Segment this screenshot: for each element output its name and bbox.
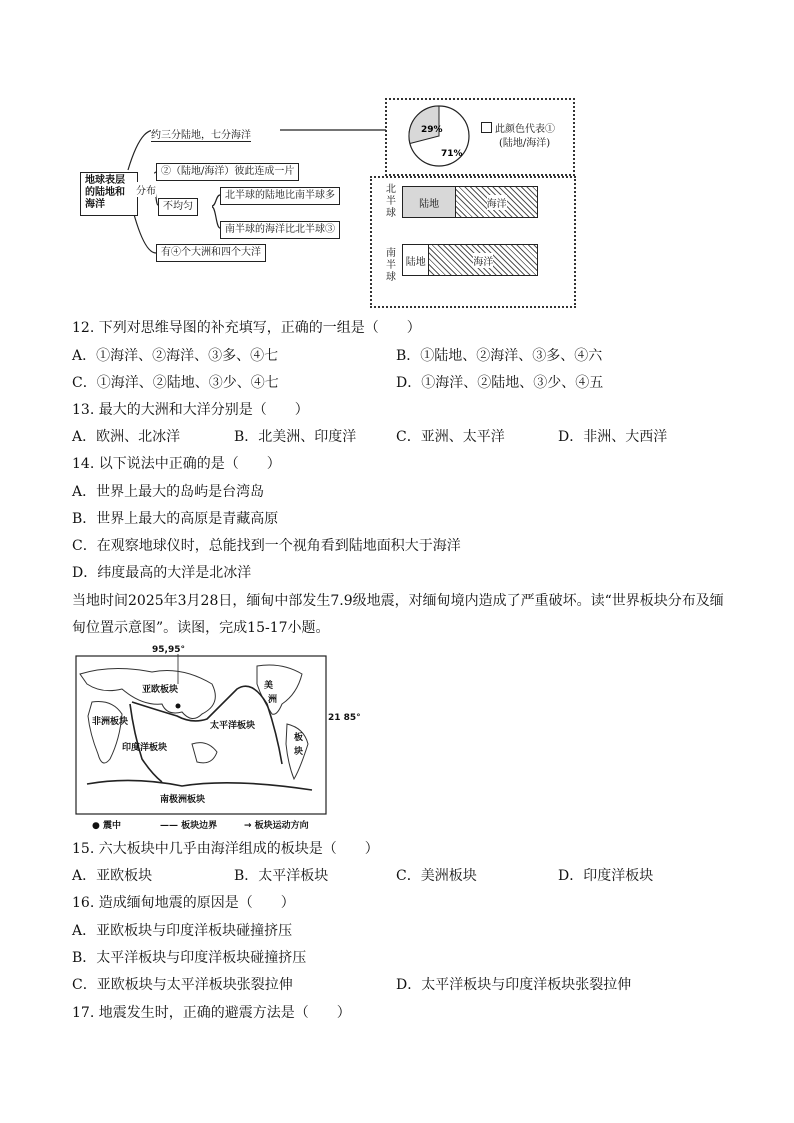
q12-option-a[interactable]: A．①海洋、②海洋、③多、④七 [72, 348, 279, 364]
south-ocean-label: 海洋 [473, 253, 493, 268]
q13-option-a[interactable]: A．欧洲、北冰洋 [72, 429, 181, 445]
legend-line1: 此颜色代表① [495, 124, 555, 135]
south-land-label: 陆地 [405, 256, 426, 268]
legend-boundary: —— 板块边界 [160, 821, 218, 831]
label-american-plate-2: 洲 [268, 695, 278, 705]
south-land-segment [403, 245, 428, 275]
q16-option-d[interactable]: D．太平洋板块与印度洋板块张裂拉伸 [396, 977, 632, 993]
legend-swatch [481, 122, 492, 133]
north-bar [402, 186, 538, 218]
mindmap-south-node: 南半球的海洋比北半球③ [220, 221, 340, 239]
north-ocean-segment [455, 187, 537, 217]
legend-line2: (陆地/海洋) [499, 138, 551, 149]
label-antarctic-plate: 南极洲板块 [160, 795, 206, 805]
q16-stem: 16. 造成缅甸地震的原因是（ ） [72, 895, 295, 911]
mindmap-connect-node: ②（陆地/海洋）彼此连成一片 [156, 163, 299, 181]
label-african-plate: 非洲板块 [92, 717, 129, 727]
q14-stem: 14. 以下说法中正确的是（ ） [72, 456, 281, 472]
q15-stem: 15. 六大板块中几乎由海洋组成的板块是（ ） [72, 841, 379, 857]
label-indian-plate: 印度洋板块 [122, 743, 168, 753]
hemisphere-panel [370, 176, 576, 308]
mindmap-north-node: 北半球的陆地比南半球多 [220, 187, 340, 205]
south-ocean-segment [428, 245, 537, 275]
label-american-plate-4: 块 [294, 747, 304, 757]
mindmap-distribution-node: 分布 [136, 182, 156, 197]
q14-option-d[interactable]: D．纬度最高的大洋是北冰洋 [72, 565, 252, 581]
q13-stem: 13. 最大的大洲和大洋分别是（ ） [72, 402, 309, 418]
north-land-label: 陆地 [419, 198, 440, 210]
map-frame [76, 656, 326, 814]
label-eurasian-plate: 亚欧板块 [142, 685, 179, 695]
plate-map [72, 644, 362, 834]
pie-chart [407, 104, 471, 168]
q15-option-a[interactable]: A．亚欧板块 [72, 868, 153, 884]
q15-option-c[interactable]: C．美洲板块 [396, 868, 477, 884]
south-bar [402, 244, 538, 276]
q12-option-b[interactable]: B．①陆地、②海洋、③多、④六 [396, 348, 603, 364]
legend-quake: ● 震中 [92, 821, 121, 831]
intro-line-1: 当地时间2025年3月28日，缅甸中部发生7.9级地震，对缅甸境内造成了严重破坏。读“世界板块分布及缅 [72, 593, 724, 609]
pie-ocean-label: 71% [441, 149, 463, 159]
epicenter-dot [176, 704, 181, 709]
mindmap-root: 地球表层的陆地和海洋 [80, 172, 138, 216]
mindmap-continents-node: 有④个大洲和四个大洋 [156, 244, 266, 262]
label-pacific-plate: 太平洋板块 [210, 721, 256, 731]
legend-motion: → 板块运动方向 [244, 821, 309, 831]
north-land-segment [403, 187, 455, 217]
map-coord-right: 21 85° [328, 713, 361, 723]
q13-option-b[interactable]: B．北美洲、印度洋 [234, 429, 357, 445]
mindmap-ratio-node: 约三分陆地，七分海洋 [151, 126, 251, 142]
q12-option-d[interactable]: D．①海洋、②陆地、③少、④五 [396, 375, 604, 391]
south-label: 南半球 [386, 248, 396, 283]
q17-stem: 17. 地震发生时，正确的避震方法是（ ） [72, 1005, 351, 1021]
q15-option-b[interactable]: B．太平洋板块 [234, 868, 329, 884]
q12-option-c[interactable]: C．①海洋、②陆地、③少、④七 [72, 375, 279, 391]
label-american-plate-1: 美 [264, 681, 274, 691]
q14-option-c[interactable]: C．在观察地球仪时，总能找到一个视角看到陆地面积大于海洋 [72, 538, 461, 554]
q12-stem: 12. 下列对思维导图的补充填写，正确的一组是（ ） [72, 320, 421, 336]
north-ocean-label: 海洋 [487, 195, 507, 210]
pie-land-label: 29% [421, 125, 443, 135]
q16-option-a[interactable]: A．亚欧板块与印度洋板块碰撞挤压 [72, 923, 293, 939]
q15-option-d[interactable]: D．印度洋板块 [558, 868, 654, 884]
north-label: 北半球 [386, 184, 396, 219]
q13-option-d[interactable]: D．非洲、大西洋 [558, 429, 668, 445]
mindmap-uneven-node: 不均匀 [158, 198, 198, 216]
q13-option-c[interactable]: C．亚洲、太平洋 [396, 429, 505, 445]
intro-line-2: 甸位置示意图”。读图，完成15-17小题。 [72, 620, 330, 636]
pie-panel [385, 98, 575, 176]
label-american-plate-3: 板 [294, 733, 304, 743]
q16-option-c[interactable]: C．亚欧板块与太平洋板块张裂拉伸 [72, 977, 293, 993]
map-coord-top: 95,95° [152, 645, 185, 655]
q14-option-b[interactable]: B．世界上最大的高原是青藏高原 [72, 511, 279, 527]
q16-option-b[interactable]: B．太平洋板块与印度洋板块碰撞挤压 [72, 950, 307, 966]
q14-option-a[interactable]: A．世界上最大的岛屿是台湾岛 [72, 484, 265, 500]
